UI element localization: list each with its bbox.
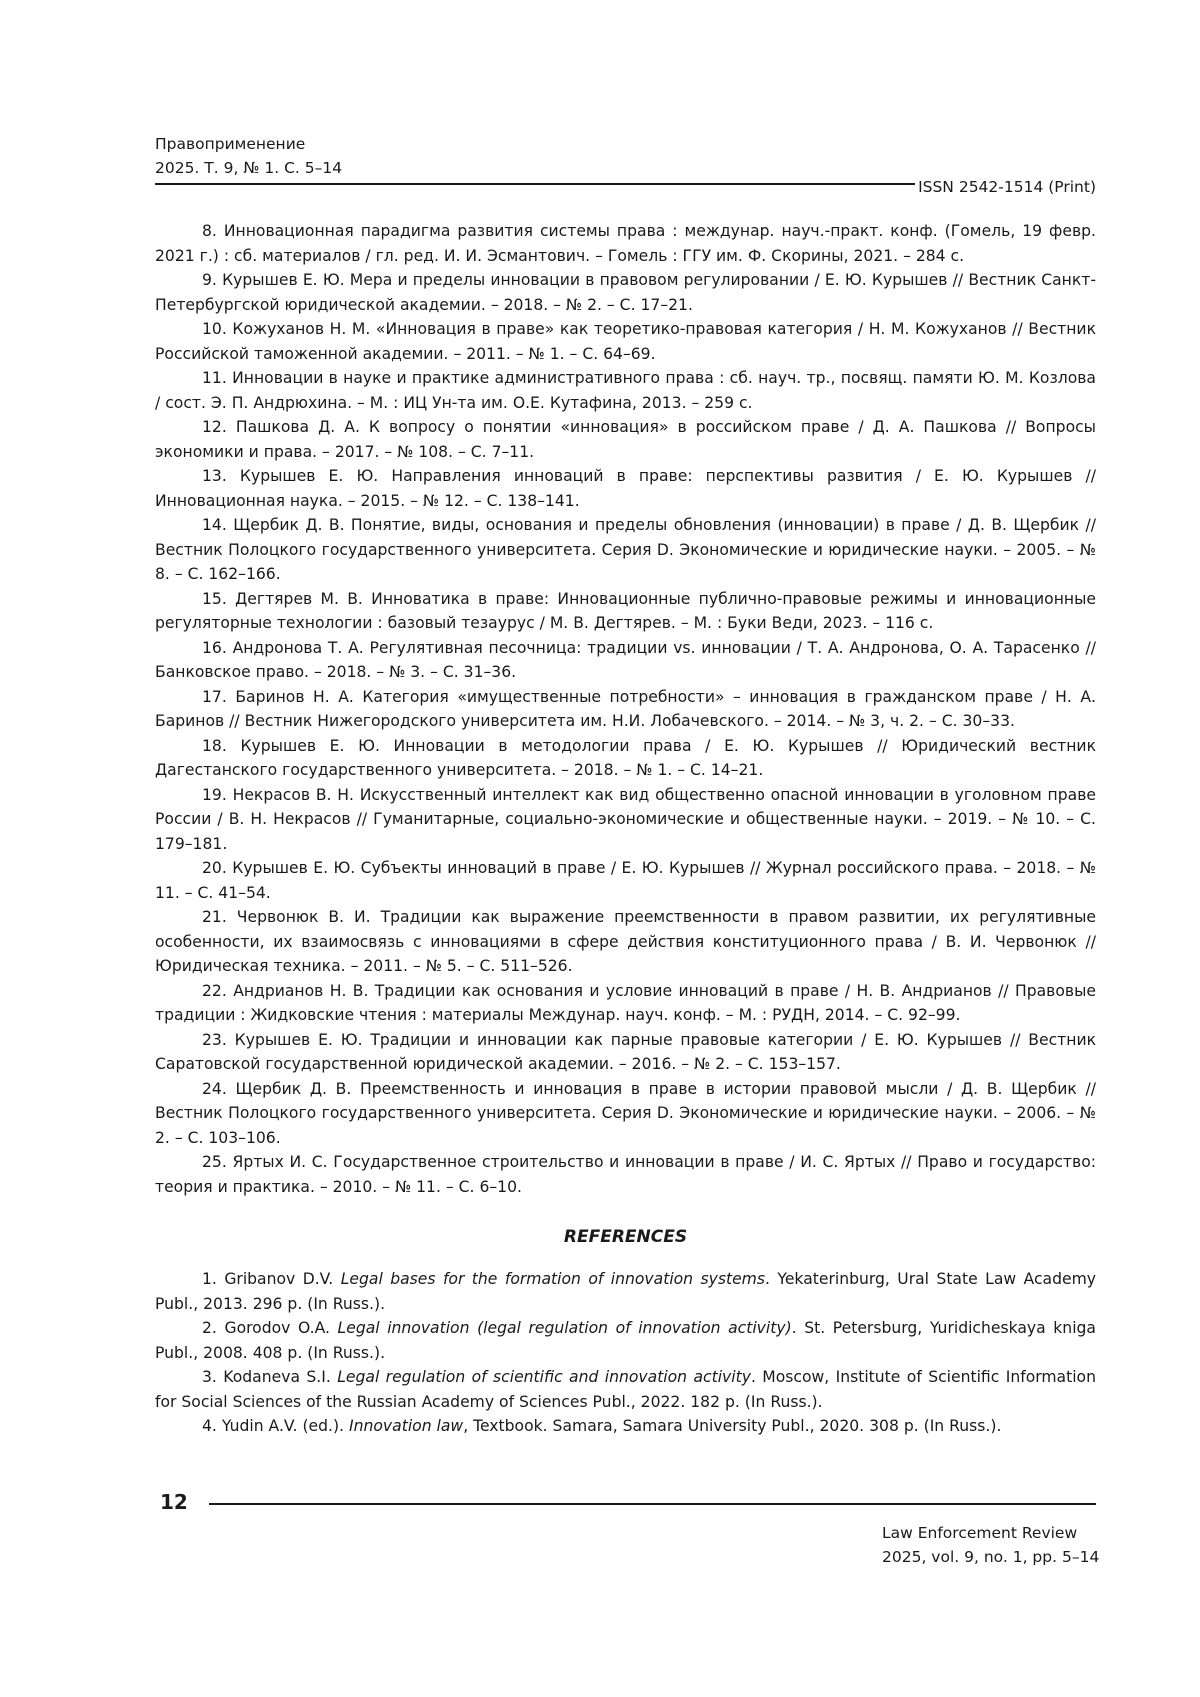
reference-item — [155, 366, 1096, 415]
reference-text: Щербик Д. В. Преемственность и инновация в праве в истории правовой мысли / Д. В. Щербик // Вестник Полоцкого государственного университета. Серия D. Экономические и юридические науки. – 2006. – № 2. – С. 103–106. — [155, 1079, 1096, 1147]
running-header — [155, 132, 342, 180]
reference-item — [155, 513, 1096, 587]
journal-title-en: Law Enforcement Review — [882, 1524, 1078, 1542]
reference-text: Щербик Д. В. Понятие, виды, основания и пределы обновления (инновации) в праве / Д. В. Щербик // Вестник Полоцкого государственного университета. Серия D. Экономические и юридические науки. – 2005. – № 8. – С. 162–166. — [155, 516, 1096, 583]
reference-text: Некрасов В. Н. Искусственный интеллект как вид общественно опасной инновации в уголовном праве России / В. Н. Некрасов // Гуманитарные, социально-экономические и общественные науки. – 2019. – № 10. – С. 179–181. — [155, 785, 1096, 853]
reference-text: Андронова Т. А. Регулятивная песочница: традиции vs. инновации / Т. А. Андронова, О. А. Тарасенко // Банковское право. – 2018. – № 3. – С. 31–36. — [155, 638, 1096, 681]
footer-rule — [209, 1503, 1096, 1505]
reference-number: 18. — [202, 736, 227, 755]
reference-item — [155, 979, 1096, 1028]
reference-author: Gribanov D.V. — [224, 1270, 334, 1288]
reference-item — [155, 219, 1096, 268]
reference-item — [155, 268, 1096, 317]
reference-number: 24. — [202, 1079, 227, 1098]
reference-number: 16. — [202, 638, 227, 657]
reference-number: 2. — [202, 1319, 217, 1337]
reference-number: 15. — [202, 589, 227, 608]
issn: ISSN 2542-1514 (Print) — [918, 178, 1096, 196]
reference-list-en — [155, 1267, 1096, 1439]
reference-text: Баринов Н. А. Категория «имущественные потребности» – инновация в гражданском праве / Н. А. Баринов // Вестник Нижегородского университета им. Н.И. Лобачевского. – 2014. – № 3, ч. 2. – С. 30–33. — [155, 687, 1096, 730]
reference-number: 17. — [202, 687, 227, 706]
reference-item — [155, 1414, 1096, 1439]
reference-item — [155, 1267, 1096, 1316]
reference-number: 3. — [202, 1368, 217, 1386]
reference-text: Андрианов Н. В. Традиции как основания и условие инноваций в праве / Н. В. Андрианов // Правовые традиции : Жидковские чтения : материалы Междунар. науч. конф. – М. : РУДН, 2014. – С. 92–99. — [155, 981, 1096, 1024]
reference-item — [155, 783, 1096, 857]
reference-item — [155, 1077, 1096, 1151]
page-number: 12 — [160, 1490, 188, 1514]
reference-author: Kodaneva S.I. — [223, 1368, 331, 1386]
references-heading: REFERENCES — [563, 1227, 688, 1247]
reference-item — [155, 905, 1096, 979]
reference-text: Курышев Е. Ю. Мера и пределы инновации в правовом регулировании / Е. Ю. Курышев // Вестник Санкт-Петербургской юридической академии. – 2018. – № 2. – С. 17–21. — [155, 271, 1096, 314]
reference-number: 12. — [202, 418, 227, 436]
reference-item — [155, 856, 1096, 905]
reference-number: 10. — [202, 320, 227, 338]
reference-title: Legal bases for the formation of innovation systems — [340, 1270, 765, 1288]
reference-number: 20. — [202, 859, 227, 877]
reference-number: 21. — [202, 908, 227, 926]
reference-item — [155, 415, 1096, 464]
reference-details: . Moscow, Institute of Scientific Information for Social Sciences of the Russian Academy of Sciences Publ., 2022. 182 p. (In Russ.). — [155, 1368, 1096, 1411]
issue-info: 2025. Т. 9, № 1. С. 5–14 — [155, 159, 343, 177]
reference-number: 23. — [202, 1030, 227, 1049]
reference-text: Яртых И. С. Государственное строительство и инновации в праве / И. С. Яртых // Право и государство: теория и практика. – 2010. – № 11. – С. 6–10. — [155, 1153, 1096, 1196]
page-content — [155, 219, 1096, 1439]
reference-text: Курышев Е. Ю. Инновации в методологии права / Е. Ю. Курышев // Юридический вестник Дагестанского государственного университета. – 2018. – № 1. – С. 14–21. — [155, 736, 1096, 779]
reference-item — [155, 1316, 1096, 1365]
reference-text: Дегтярев М. В. Инноватика в праве: Инновационные публично-правовые режимы и инновационные регуляторные технологии : базовый тезаурус / М. В. Дегтярев. – М. : Буки Веди, 2023. – 116 с. — [155, 589, 1096, 632]
reference-number: 14. — [202, 516, 227, 534]
reference-number: 22. — [202, 981, 227, 1000]
reference-item — [155, 734, 1096, 783]
reference-text: Курышев Е. Ю. Традиции и инновации как парные правовые категории / Е. Ю. Курышев // Вестник Саратовской государственной юридической академии. – 2016. – № 2. – С. 153–157. — [155, 1030, 1096, 1073]
reference-text: Курышев Е. Ю. Субъекты инноваций в праве / Е. Ю. Курышев // Журнал российского права. – 2018. – № 11. – С. 41–54. — [155, 859, 1096, 902]
running-footer — [882, 1521, 1099, 1569]
reference-title: Legal innovation (legal regulation of innovation activity) — [337, 1319, 792, 1337]
reference-text: Червонюк В. И. Традиции как выражение преемственности в правом развитии, их регулятивные особенности, их взаимосвязь с инновациями в сфере действия конституционного права / В. И. Червонюк // Юридическая техника. – 2011. – № 5. – С. 511–526. — [155, 908, 1096, 975]
reference-number: 11. — [202, 369, 227, 387]
reference-details: , Textbook. Samara, Samara University Publ., 2020. 308 p. (In Russ.). — [463, 1417, 1002, 1435]
reference-details: . St. Petersburg, Yuridicheskaya kniga Publ., 2008. 408 p. (In Russ.). — [155, 1319, 1096, 1362]
reference-title: Legal regulation of scientific and innovation activity — [337, 1368, 751, 1386]
reference-item — [155, 685, 1096, 734]
reference-item — [155, 464, 1096, 513]
reference-item — [155, 587, 1096, 636]
reference-title: Innovation law — [349, 1417, 464, 1435]
reference-text: Инновационная парадигма развития системы права : междунар. науч.-практ. конф. (Гомель, 19 февр. 2021 г.) : сб. материалов / гл. ред. И. И. Эсмантович. – Гомель : ГГУ им. Ф. Скорины, 2021. – 284 с. — [155, 222, 1096, 265]
reference-text: Курышев Е. Ю. Направления инноваций в праве: перспективы развития / Е. Ю. Курышев // Инновационная наука. – 2015. – № 12. – С. 138–141. — [155, 467, 1096, 510]
issue-info-en: 2025, vol. 9, no. 1, pp. 5–14 — [882, 1548, 1100, 1566]
reference-text: Пашкова Д. А. К вопросу о понятии «инновация» в российском праве / Д. А. Пашкова // Вопросы экономики и права. – 2017. – № 108. – С. 7–11. — [155, 418, 1096, 461]
reference-item — [155, 317, 1096, 366]
reference-item — [155, 1028, 1096, 1077]
reference-item — [155, 1365, 1096, 1414]
reference-number: 8. — [202, 222, 217, 240]
reference-item — [155, 636, 1096, 685]
reference-list-ru — [155, 219, 1096, 1199]
reference-number: 1. — [202, 1270, 217, 1288]
reference-author: Yudin A.V. (ed.). — [221, 1417, 345, 1435]
journal-title: Правоприменение — [155, 135, 306, 153]
reference-item — [155, 1150, 1096, 1199]
reference-author: Gorodov O.A. — [224, 1319, 330, 1337]
reference-number: 4. — [202, 1417, 217, 1435]
reference-details: . Yekaterinburg, Ural State Law Academy Publ., 2013. 296 p. (In Russ.). — [155, 1270, 1096, 1313]
reference-number: 25. — [202, 1153, 227, 1171]
reference-text: Кожуханов Н. М. «Инновация в праве» как теоретико-правовая категория / Н. М. Кожуханов // Вестник Российской таможенной академии. – 2011. – № 1. – С. 64–69. — [155, 320, 1096, 363]
reference-number: 19. — [202, 785, 227, 804]
header-rule — [155, 183, 915, 185]
reference-number: 13. — [202, 467, 227, 485]
reference-text: Инновации в науке и практике административного права : сб. науч. тр., посвящ. памяти Ю. М. Козлова / сост. Э. П. Андрюхина. – М. : ИЦ Ун-та им. О.Е. Кутафина, 2013. – 259 с. — [155, 369, 1096, 412]
reference-number: 9. — [202, 271, 217, 289]
